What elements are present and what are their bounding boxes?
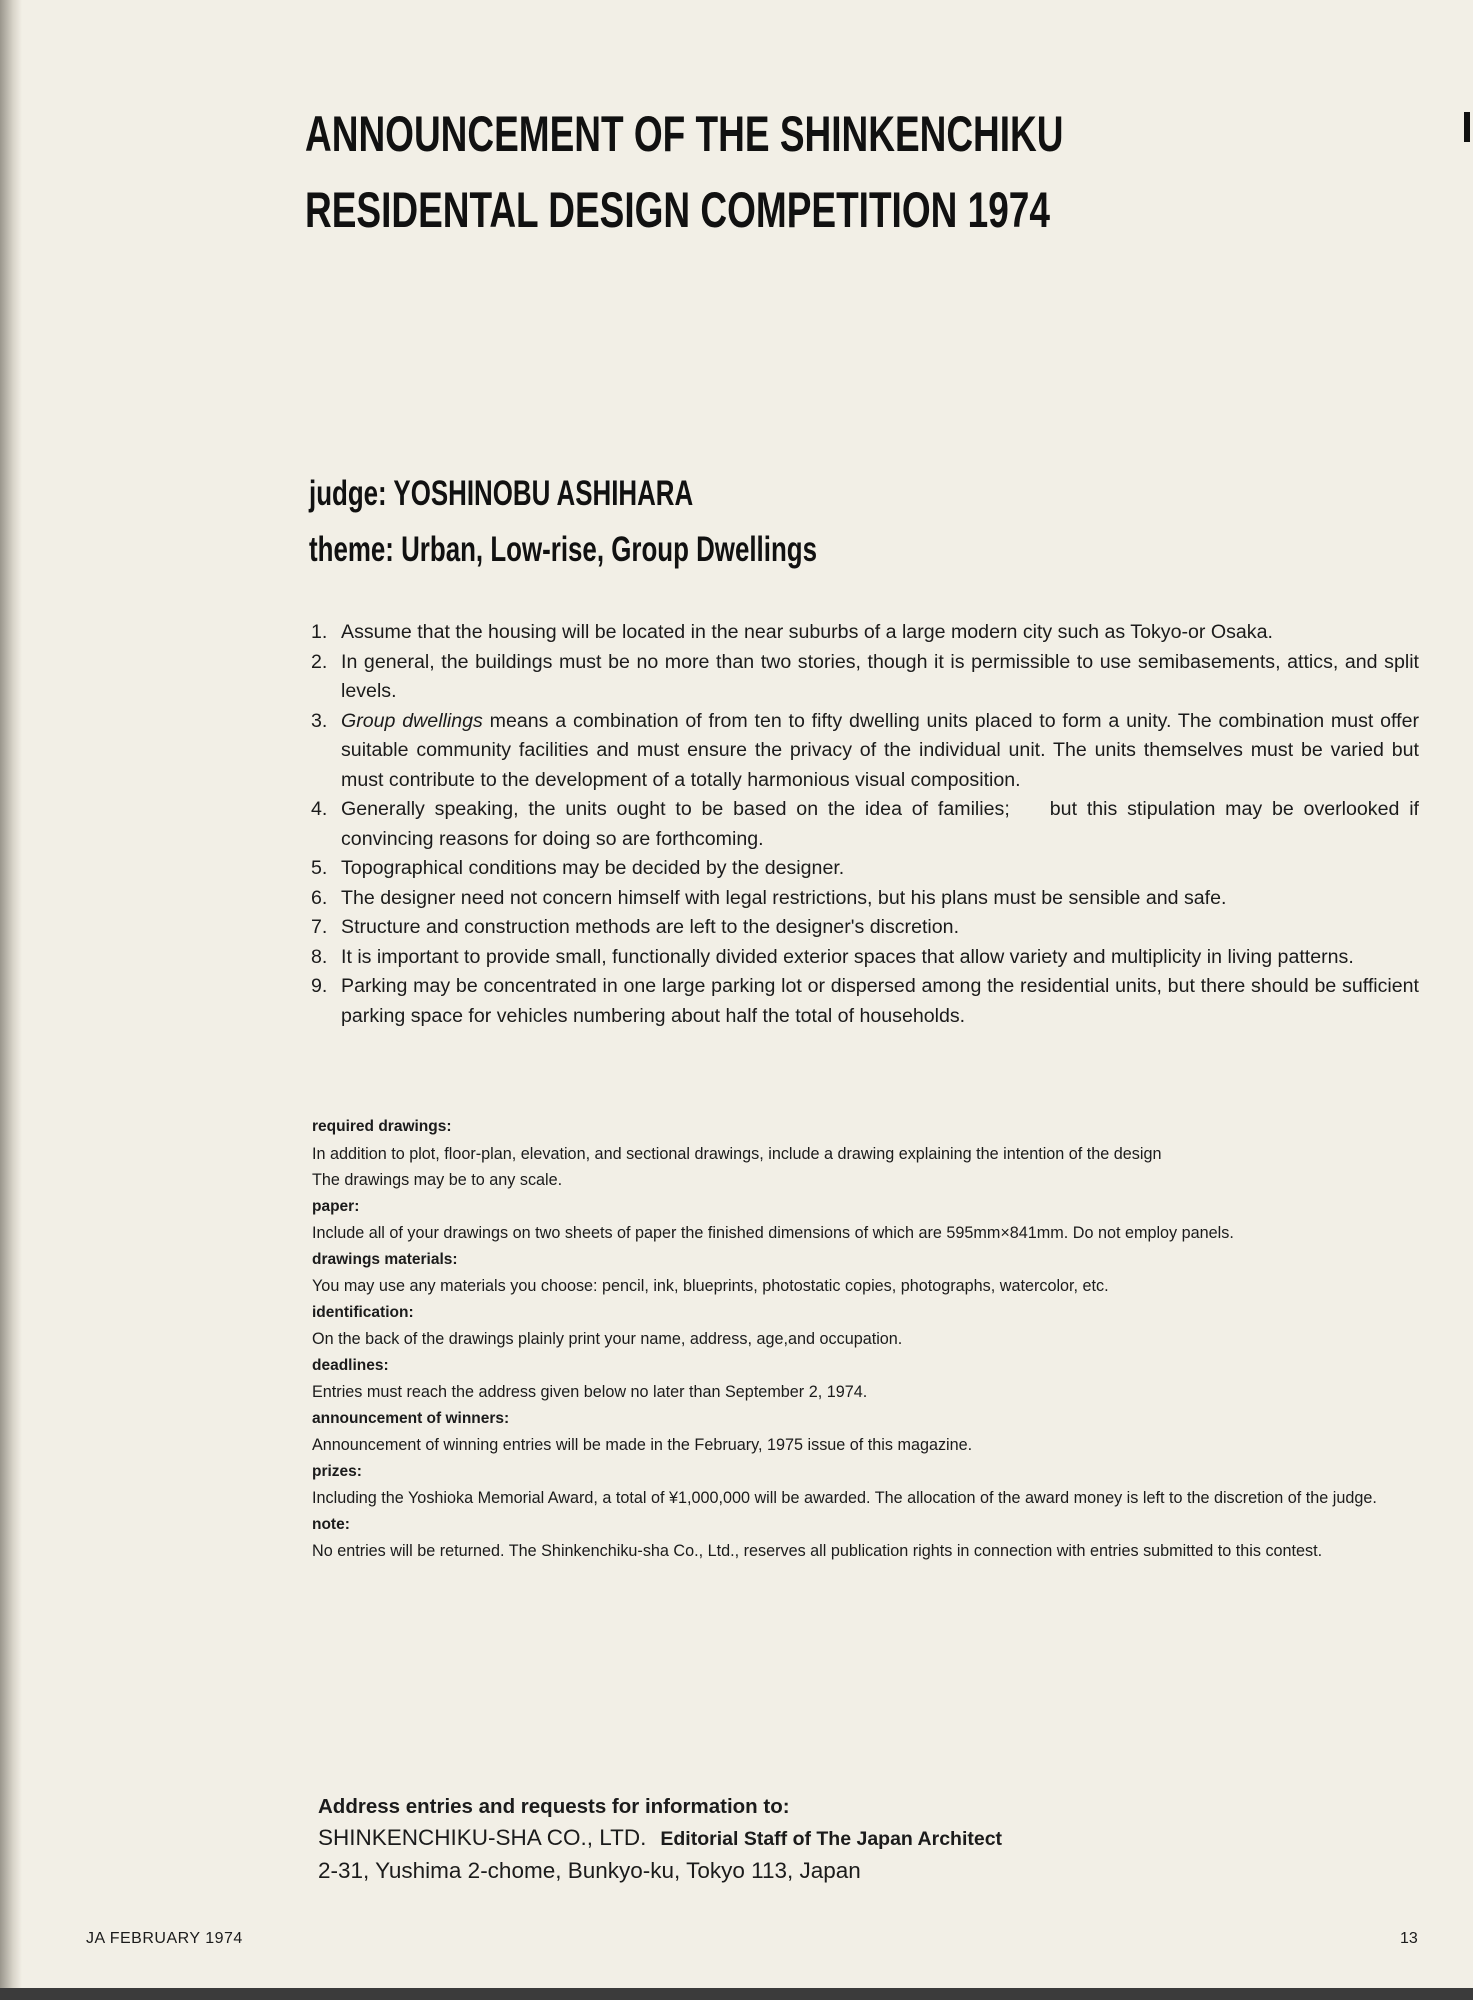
paper-text: Include all of your drawings on two sheets of paper the finished dimensions of which are 595mm×841mm. Do not employ panels. xyxy=(312,1224,1234,1242)
rule-text: Topographical conditions may be decided by the designer. xyxy=(341,857,845,879)
rule-text: It is important to provide small, functionally divided exterior spaces that allow variety and multiplicity in living patterns. xyxy=(341,945,1354,968)
drawings-scale-text: The drawings may be to any scale. xyxy=(312,1171,563,1189)
rule-item xyxy=(311,913,1419,943)
note-heading: note: xyxy=(312,1515,350,1533)
rule-number: 5. xyxy=(311,857,328,879)
rule-item xyxy=(311,943,1419,973)
address-lead: Address entries and requests for information to: xyxy=(318,1795,790,1818)
winners-text: Announcement of winning entries will be made in the February, 1975 issue of this magazine. xyxy=(312,1436,973,1454)
rule-number: 7. xyxy=(311,916,328,938)
company-name: SHINKENCHIKU-SHA CO., LTD. xyxy=(318,1825,647,1850)
required-drawings-text: In addition to plot, floor-plan, elevation, and sectional drawings, include a drawing explaining the intention of the design xyxy=(312,1144,1162,1163)
address-company-line xyxy=(318,1822,1318,1855)
judge-line: judge: YOSHINOBU ASHIHARA xyxy=(309,474,694,513)
rule-text: Assume that the housing will be located in the near suburbs of a large modern city such as Tokyo-or Osaka. xyxy=(341,621,1273,643)
rule-item xyxy=(311,854,1419,884)
required-drawings-heading: required drawings: xyxy=(312,1118,452,1135)
identification-heading: identification: xyxy=(312,1303,414,1321)
deadlines-text: Entries must reach the address given below no later than September 2, 1974. xyxy=(312,1383,868,1401)
paper-heading: paper: xyxy=(312,1197,360,1215)
deadlines-heading: deadlines: xyxy=(312,1356,389,1374)
identification-text: On the back of the drawings plainly print your name, address, age,and occupation. xyxy=(312,1330,903,1348)
rule-text: Structure and construction methods are left to the designer's discretion. xyxy=(341,916,960,938)
rule-text: In general, the buildings must be no more than two stories, though it is permissible to use semibasements, attics, and split levels. xyxy=(341,650,1419,702)
rule-text: Generally speaking, the units ought to be based on the idea of families; xyxy=(341,798,1010,820)
rule-number: 2. xyxy=(311,650,328,673)
title-line-1: ANNOUNCEMENT OF THE SHINKENCHIKU xyxy=(305,106,1064,162)
materials-heading: drawings materials: xyxy=(312,1250,458,1268)
rule-text: means a combination of from ten to fifty dwelling units placed to form a unity. The combination must offer suitable community facilities and must ensure the privacy of the individual unit. The units themselves must be varied but must contribute to the development of a totally harmonious visual composition. xyxy=(341,709,1420,791)
address-street: 2-31, Yushima 2-chome, Bunkyo-ku, Tokyo 113, Japan xyxy=(318,1858,861,1883)
prizes-heading: prizes: xyxy=(312,1462,362,1480)
rules-list xyxy=(311,618,1419,1031)
address-block xyxy=(318,1792,1318,1887)
rule-item xyxy=(311,618,1419,648)
rule-number: 1. xyxy=(311,621,328,643)
rule-item xyxy=(311,972,1419,1031)
rule-item xyxy=(311,884,1419,914)
bottom-edge xyxy=(0,1988,1473,2000)
materials-text: You may use any materials you choose: pencil, ink, blueprints, photostatic copies, photographs, watercolor, etc. xyxy=(312,1277,1109,1295)
edge-mark xyxy=(1464,112,1470,142)
rule-item xyxy=(311,648,1419,707)
rule-item xyxy=(311,795,1419,854)
rule-number: 4. xyxy=(311,798,328,820)
rule-number: 9. xyxy=(311,975,328,997)
rule-number: 6. xyxy=(311,886,328,909)
rule-term: Group dwellings xyxy=(341,709,483,732)
theme-line: theme: Urban, Low-rise, Group Dwellings xyxy=(309,530,817,569)
rule-text-continued: but this stipulation may be overlooked if convincing reasons for doing so are forthcoming. xyxy=(341,798,1419,850)
rule-text: The designer need not concern himself with legal restrictions, but his plans must be sensible and safe. xyxy=(341,886,1227,909)
note-text: No entries will be returned. The Shinkenchiku-sha Co., Ltd., reserves all publication rights in connection with entries submitted to this contest. xyxy=(312,1542,1323,1560)
issue-footer: JA FEBRUARY 1974 xyxy=(86,1930,243,1947)
page-binding-shadow xyxy=(0,0,22,2000)
page-number: 13 xyxy=(1400,1930,1418,1947)
winners-heading: announcement of winners: xyxy=(312,1409,510,1427)
rule-item xyxy=(311,707,1419,796)
editorial-staff: Editorial Staff of The Japan Architect xyxy=(660,1828,1003,1850)
prizes-text: Including the Yoshioka Memorial Award, a total of ¥1,000,000 will be awarded. The allocation of the award money is left to the discretion of the judge. xyxy=(312,1489,1377,1507)
page-title xyxy=(305,96,1064,248)
rule-number: 8. xyxy=(311,945,328,968)
rule-number: 3. xyxy=(311,709,328,732)
title-line-2: RESIDENTAL DESIGN COMPETITION 1974 xyxy=(305,182,1050,238)
rule-text: Parking may be concentrated in one large parking lot or dispersed among the residential units, but there should be sufficient parking space for vehicles numbering about half the total of households. xyxy=(341,975,1419,1027)
competition-details xyxy=(312,1114,1417,1565)
